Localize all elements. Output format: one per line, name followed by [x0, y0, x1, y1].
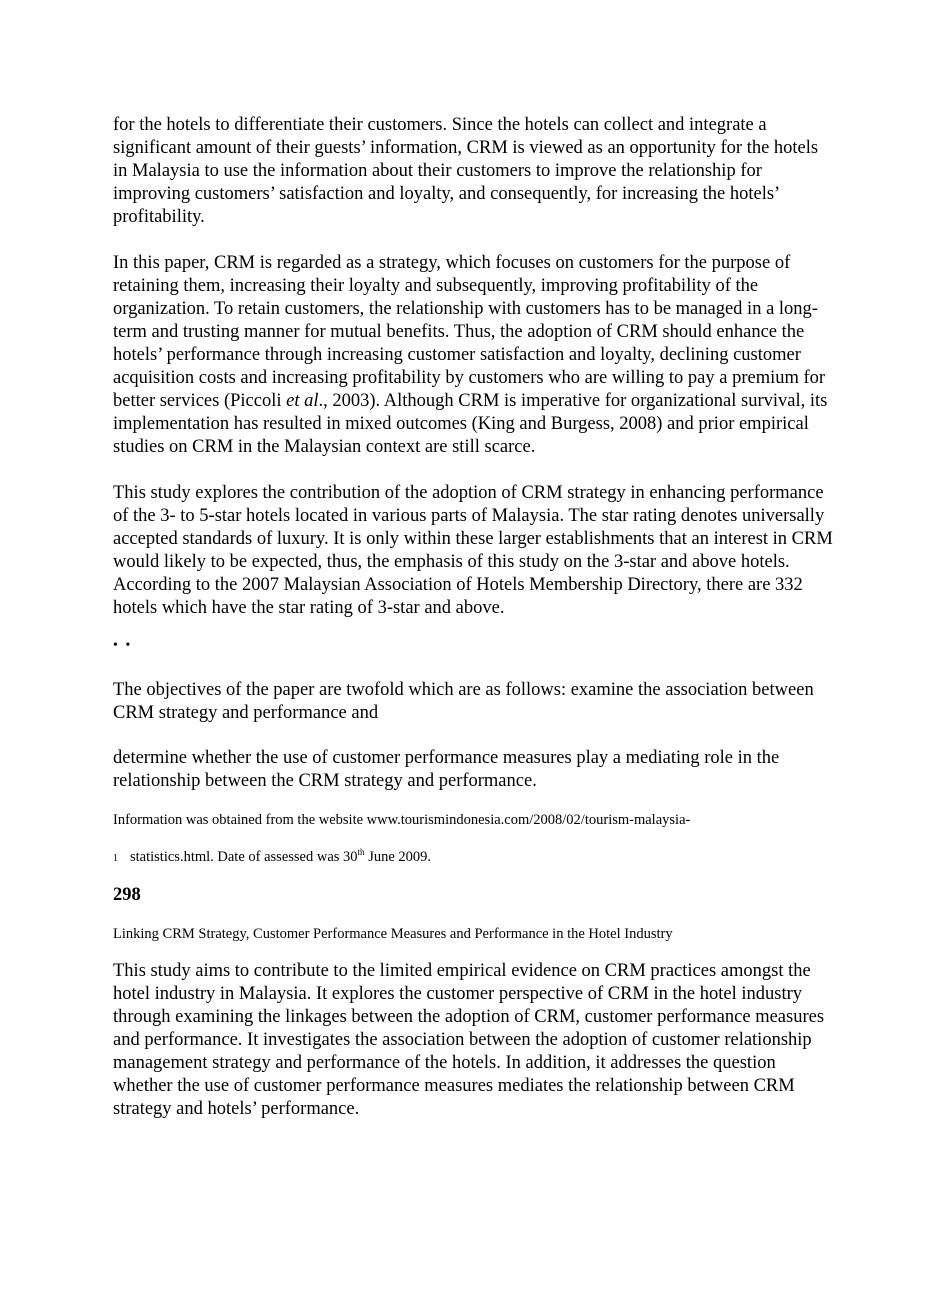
paragraph-objectives: The objectives of the paper are twofold which are as follows: examine the association between CRM strategy and performance and: [113, 680, 814, 723]
footnote-line-2-text-b: June 2009.: [364, 849, 432, 865]
paragraph-study-scope: This study explores the contribution of the adoption of CRM strategy in enhancing performance of the 3- to 5-star hotels located in various parts of Malaysia. The star rating denotes universally accepted standards of luxury. It is only within these larger establishments that an interest in CRM would likely to be expected, thus, the emphasis of this study on the 3-star and above hotels. According to the 2007 Malaysian Association of Hotels Membership Directory, there are 332 hotels which have the star rating of 3-star and above.: [113, 483, 833, 618]
footnote-superscript: th: [357, 847, 365, 858]
paragraph-crm-strategy: [113, 252, 833, 459]
footnote-marker: 1: [113, 853, 118, 864]
footnote-line-2-text-a: statistics.html. Date of assessed was 30: [130, 849, 358, 865]
paragraph-crm-strategy-text-a: In this paper, CRM is regarded as a strategy, which focuses on customers for the purpose of retaining them, increasing their loyalty and subsequently, improving profitability of the organization. To retain customers, the relationship with customers has to be managed in a long-term and trusting manner for mutual benefits. Thus, the adoption of CRM should enhance the hotels’ performance through increasing customer satisfaction and loyalty, declining customer acquisition costs and increasing profitability by customers who are willing to pay a premium for better services (Piccoli: [113, 253, 826, 411]
page-number: 298: [113, 885, 141, 905]
running-head: Linking CRM Strategy, Customer Performance Measures and Performance in the Hotel Industry: [113, 926, 673, 942]
footnote-line-1: Information was obtained from the website www.tourismindonesia.com/2008/02/tourism-malaysia-: [113, 812, 691, 828]
bullet-markers: • •: [113, 638, 133, 653]
paragraph-study-aims: This study aims to contribute to the limited empirical evidence on CRM practices amongst the hotel industry in Malaysia. It explores the customer perspective of CRM in the hotel industry through examining the linkages between the adoption of CRM, customer performance measures and performance. It investigates the association between the adoption of customer relationship management strategy and performance of the hotels. In addition, it addresses the question whether the use of customer performance measures mediates the relationship between CRM strategy and hotels’ performance.: [113, 961, 825, 1119]
paragraph-intro-continuation: for the hotels to differentiate their customers. Since the hotels can collect and integrate a significant amount of their guests’ information, CRM is viewed as an opportunity for the hotels in Malaysia to use the information about their customers to improve the relationship for improving customers’ satisfaction and loyalty, and consequently, for increasing the hotels’ profitability.: [113, 115, 819, 227]
paragraph-objective-two: determine whether the use of customer performance measures play a mediating role in the relationship between the CRM strategy and performance.: [113, 748, 780, 791]
footnote-line-2: [113, 847, 833, 869]
paragraph-crm-strategy-text-b: ., 2003). Although CRM is imperative for organizational survival, its implementation has resulted in mixed outcomes (King and Burgess, 2008) and prior empirical studies on CRM in the Malaysian context are still scarce.: [113, 391, 828, 457]
document-page: [113, 114, 833, 1121]
citation-et-al: et al: [286, 391, 319, 411]
